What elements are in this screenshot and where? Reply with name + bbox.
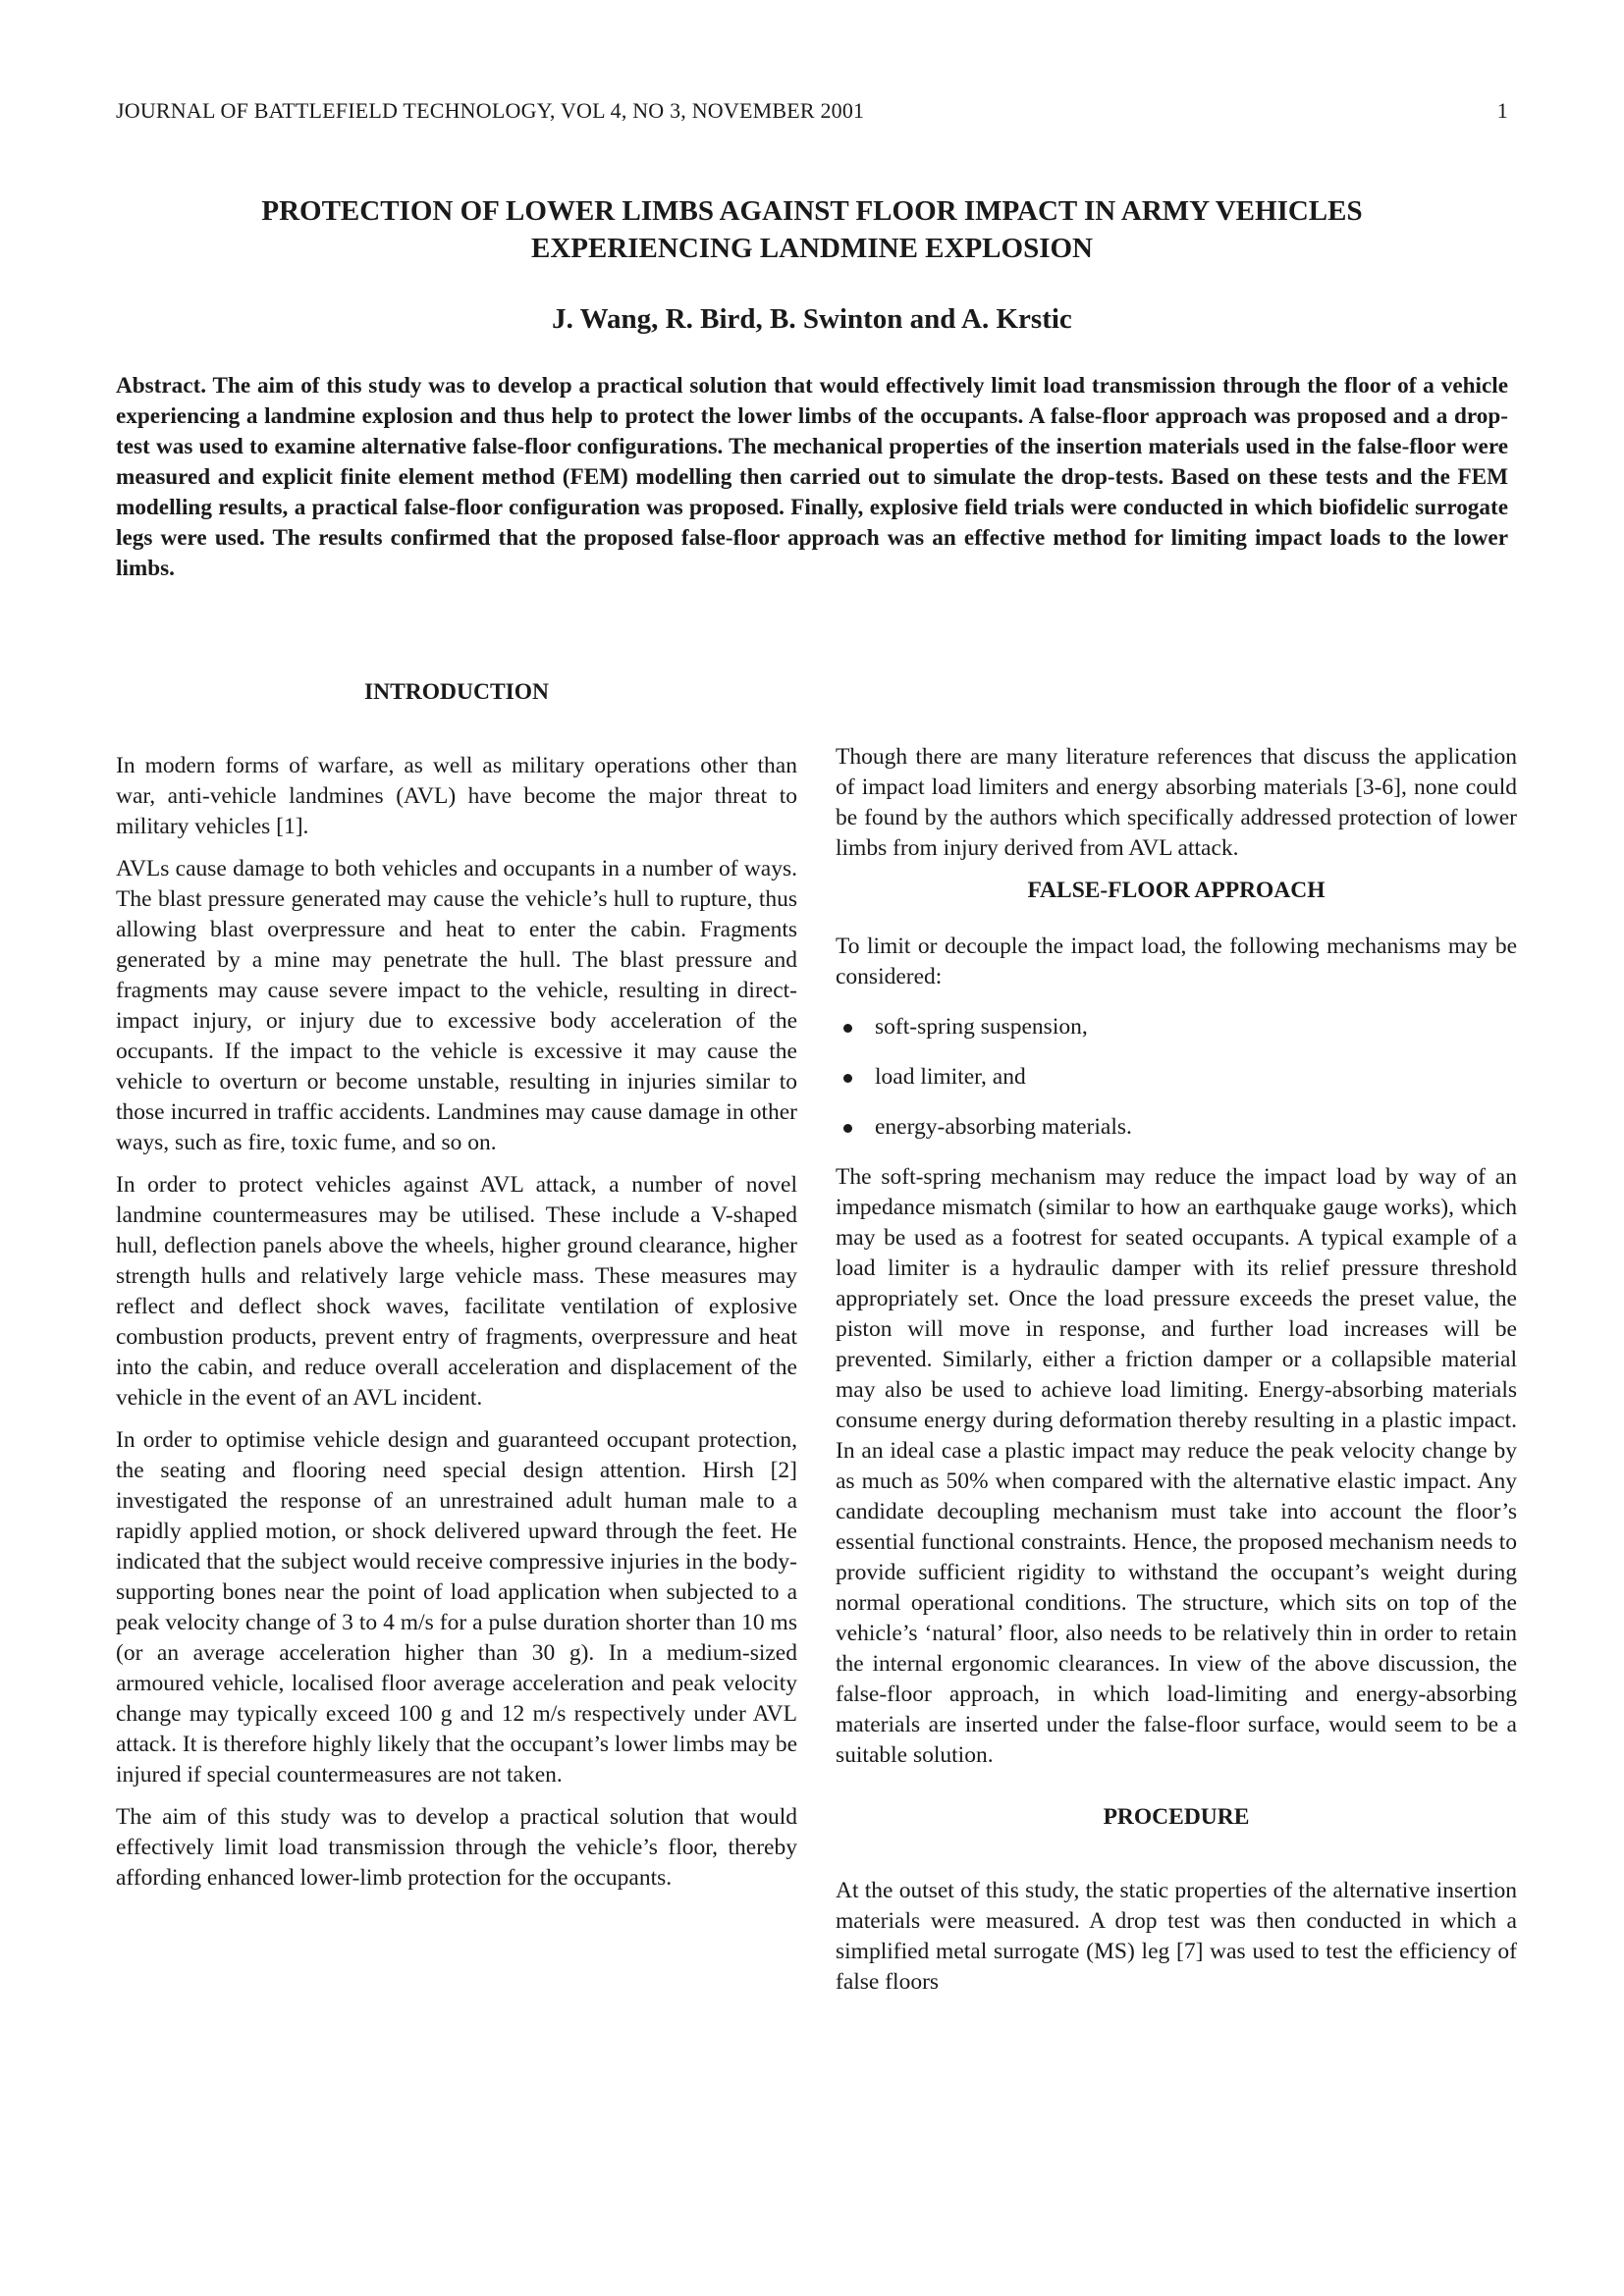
paragraph: At the outset of this study, the static properties of the alternative insertion materials were measured. A drop test was then conducted in which a simplified metal surrogate (MS) leg [7] was used to test the efficiency of false floors bbox=[836, 1878, 1517, 1995]
paragraph: The soft-spring mechanism may reduce the impact load by way of an impedance mismatch (similar to how an earthquake gauge works), which may be used as a footrest for seated occupants. A typical example of a load limiter is a hydraulic damper with its relief pressure threshold appropriately set. Once the load pressure exceeds the preset value, the piston will move in response, and further load increases will be prevented. Similarly, either a friction damper or a collapsible material may also be used to achieve load limiting. Energy-absorbing materials consume energy during deformation thereby resulting in a plastic impact. In an ideal case a plastic impact may reduce the peak velocity change by as much as 50% when compared with the alternative elastic impact. Any candidate decoupling mechanism must take into account the floor’s essential functional constraints. Hence, the proposed mechanism needs to provide sufficient rigidity to withstand the occupant’s weight during normal operational conditions. The structure, which sits on top of the vehicle’s ‘natural’ floor, also needs to be relatively thin in order to retain the internal ergonomic clearances. In view of the above discussion, the false-floor approach, in which load-limiting and energy-absorbing materials are inserted under the false-floor surface, would seem to be a suitable solution. bbox=[836, 1164, 1517, 1768]
list-item bbox=[836, 1062, 1517, 1093]
list-item-text: soft-spring suspension, bbox=[875, 1014, 1088, 1040]
paragraph: AVLs cause damage to both vehicles and occupants in a number of ways. The blast pressure generated may cause the vehicle’s hull to rupture, thus allowing blast overpressure and heat to enter the cabin. Fragments generated by a mine may penetrate the hull. The blast pressure and fragments may cause severe impact to the vehicle, resulting in direct-impact injury, or injury due to excessive body acceleration of the occupants. If the impact to the vehicle is excessive it may cause the vehicle to overturn or become unstable, resulting in injuries similar to those incurred in traffic accidents. Landmines may cause damage in other ways, such as fire, toxic fume, and so on. bbox=[116, 856, 797, 1155]
paragraph: In modern forms of warfare, as well as military operations other than war, anti-vehicle landmines (AVL) have become the major threat to military vehicles [1]. bbox=[116, 753, 797, 839]
right-column bbox=[836, 742, 1517, 2009]
running-header bbox=[116, 98, 1508, 124]
paragraph: To limit or decouple the impact load, the following mechanisms may be considered: bbox=[836, 934, 1517, 989]
bullet-icon bbox=[843, 1124, 852, 1133]
paper-title bbox=[116, 192, 1508, 267]
section-heading-procedure: PROCEDURE bbox=[1103, 1804, 1250, 1830]
bullet-icon bbox=[843, 1024, 852, 1033]
paragraph: The aim of this study was to develop a practical solution that would effectively limit load transmission through the vehicle’s floor, thereby affording enhanced lower-limb protection for the occupants. bbox=[116, 1804, 797, 1891]
bullet-icon bbox=[843, 1074, 852, 1083]
list-item-text: load limiter, and bbox=[875, 1064, 1026, 1090]
paragraph: In order to protect vehicles against AVL attack, a number of novel landmine countermeasures may be utilised. These include a V-shaped hull, deflection panels above the wheels, higher ground clearance, higher strength hulls and relatively large vehicle mass. These measures may reflect and deflect shock waves, facilitate ventilation of explosive combustion products, prevent entry of fragments, overpressure and heat into the cabin, and reduce overall acceleration and displacement of the vehicle in the event of an AVL incident. bbox=[116, 1172, 797, 1411]
section-heading-introduction: INTRODUCTION bbox=[363, 679, 550, 705]
paragraph: Though there are many literature references that discuss the application of impact load limiters and energy absorbing materials [3-6], none could be found by the authors which specifically addressed protection of lower limbs from injury derived from AVL attack. bbox=[836, 744, 1517, 861]
section-heading-false-floor: FALSE-FLOOR APPROACH bbox=[1027, 878, 1326, 903]
list-item bbox=[836, 1112, 1517, 1143]
list-item bbox=[836, 1012, 1517, 1042]
page-number: 1 bbox=[1496, 98, 1508, 123]
journal-citation: JOURNAL OF BATTLEFIELD TECHNOLOGY, VOL 4, NO 3, NOVEMBER 2001 bbox=[116, 98, 865, 123]
mechanism-list bbox=[836, 1012, 1517, 1143]
title-line: PROTECTION OF LOWER LIMBS AGAINST FLOOR IMPACT IN ARMY VEHICLES bbox=[261, 195, 1363, 227]
abstract: Abstract. The aim of this study was to develop a practical solution that would effectively limit load transmission through the floor of a vehicle experiencing a landmine explosion and thus help to protect the lower limbs of the occupants. A false-floor approach was proposed and a drop-test was used to examine alternative false-floor configurations. The mechanical properties of the insertion materials used in the false-floor were measured and explicit finite element method (FEM) modelling then carried out to simulate the drop-tests. Based on these tests and the FEM modelling results, a practical false-floor configuration was proposed. Finally, explosive field trials were conducted in which biofidelic surrogate legs were used. The results confirmed that the proposed false-floor approach was an effective method for limiting impact loads to the lower limbs. bbox=[116, 373, 1508, 581]
paragraph: In order to optimise vehicle design and guaranteed occupant protection, the seating and flooring need special design attention. Hirsh [2] investigated the response of an unrestrained adult human male to a rapidly applied motion, or shock delivered upward through the feet. He indicated that the subject would receive compressive injuries in the body-supporting bones near the point of load application when subjected to a peak velocity change of 3 to 4 m/s for a pulse duration shorter than 10 ms (or an average acceleration higher than 30 g). In a medium-sized armoured vehicle, localised floor average acceleration and peak velocity change may typically exceed 100 g and 12 m/s respectively under AVL attack. It is therefore highly likely that the occupant’s lower limbs may be injured if special countermeasures are not taken. bbox=[116, 1427, 797, 1788]
list-item-text: energy-absorbing materials. bbox=[875, 1114, 1132, 1140]
left-column bbox=[116, 677, 797, 1905]
author-list: J. Wang, R. Bird, B. Swinton and A. Krstic bbox=[552, 303, 1072, 335]
title-line: EXPERIENCING LANDMINE EXPLOSION bbox=[530, 233, 1093, 264]
